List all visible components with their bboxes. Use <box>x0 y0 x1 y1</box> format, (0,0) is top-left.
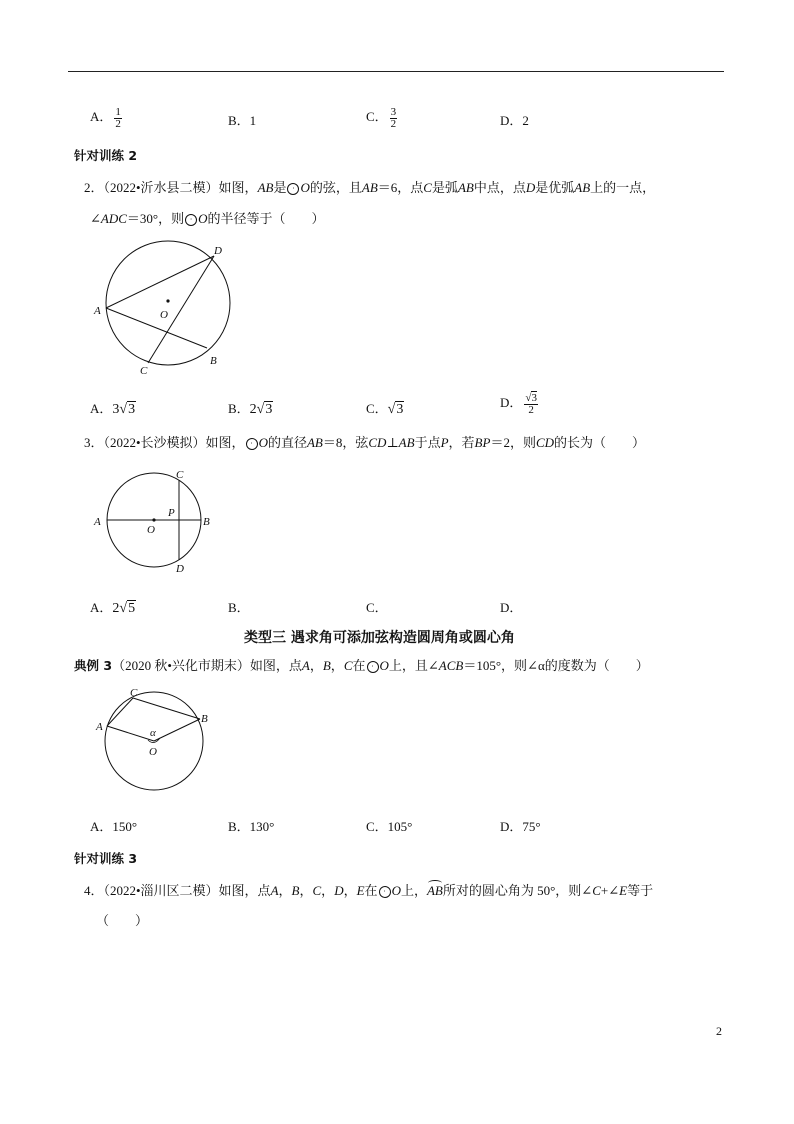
label-c: C <box>176 469 184 481</box>
label-d: D <box>176 563 184 575</box>
ex3-option-d[interactable]: D．75° <box>500 819 541 834</box>
q4-stem-line1: 4．（2022•淄川区二模）如图，点A，B，C，D，E在· O上，AB所对的圆心角为 50°，则∠C+∠E等于 <box>84 880 653 899</box>
label-b: B <box>201 713 208 725</box>
q1-option-a[interactable]: A． $\frac{1}{2}$ <box>90 105 121 130</box>
label-a: A <box>94 516 101 528</box>
center-point <box>166 299 169 302</box>
radius-ob <box>154 719 200 741</box>
q2-option-c[interactable]: C．√3 <box>366 401 404 417</box>
sqrt-expression: 3√3 <box>112 402 136 417</box>
label-c: C <box>140 365 148 377</box>
q2-option-a[interactable]: A．3√3 <box>90 401 136 417</box>
circle-symbol-icon <box>367 661 379 673</box>
fraction: $\frac{1}{2}$ <box>115 105 121 130</box>
ex3-circle-figure <box>88 686 218 796</box>
circle-symbol-icon <box>246 438 258 450</box>
circle-symbol-icon <box>185 214 197 226</box>
q1-option-b[interactable]: B．1 <box>228 113 257 128</box>
ex3-option-a[interactable]: A．150° <box>90 819 138 834</box>
label-o: O <box>160 309 168 321</box>
label-o: O <box>147 524 155 536</box>
sqrt-expression: 2√3 <box>249 402 273 417</box>
ex3-option-c[interactable]: C．105° <box>366 819 413 834</box>
q3-circle-figure <box>88 462 228 582</box>
q3-option-a[interactable]: A．2√5 <box>90 600 136 616</box>
label-d: D <box>214 245 222 257</box>
ex3-stem: 典例 3（2020 秋•兴化市期末）如图，点A，B，C在· O上，且∠ACB＝105°，则∠α的度数为（ ） <box>74 655 649 674</box>
q2-stem-line2: ∠ADC＝30°，则· O的半径等于（ ） <box>90 208 325 227</box>
q3-option-d[interactable]: D． <box>500 600 523 615</box>
q2-circle-figure <box>90 238 240 378</box>
q1-option-d[interactable]: D．2 <box>500 113 529 128</box>
label-a: A <box>96 721 103 733</box>
q3-option-c[interactable]: C． <box>366 600 388 615</box>
q2-option-d[interactable]: D． $\frac{√3}{2}$ <box>500 391 537 416</box>
circle-symbol-icon <box>379 886 391 898</box>
chord-ab <box>106 308 207 348</box>
chord-ac <box>107 698 133 726</box>
section-heading-train2: 针对训练 2 <box>74 148 138 163</box>
fraction: $\frac{√3}{2}$ <box>525 391 537 416</box>
label-b: B <box>203 516 210 528</box>
label-c: C <box>130 687 138 699</box>
q2-stem-line1: 2．（2022•沂水县二模）如图，AB是· O的弦，且AB＝6，点C是弧AB中点，点D是优弧AB上的一点， <box>84 177 655 196</box>
q3-option-b[interactable]: B． <box>228 600 250 615</box>
q2-option-b[interactable]: B．2√3 <box>228 401 273 417</box>
chord-cb <box>133 698 200 719</box>
q3-stem: 3．（2022•长沙模拟）如图，· O的直径AB＝8，弦CD⊥AB于点P，若BP＝2，则CD的长为（ ） <box>84 432 645 451</box>
q4-stem-line2: （ ） <box>96 913 149 928</box>
sqrt-expression: 2√5 <box>112 601 136 616</box>
label-p: P <box>168 507 175 519</box>
ex3-option-b[interactable]: B．130° <box>228 819 275 834</box>
circle-symbol-icon <box>287 183 299 195</box>
fraction: $\frac{3}{2}$ <box>390 105 397 130</box>
label-o: O <box>149 746 157 758</box>
label-alpha: α <box>150 727 156 739</box>
section-title-type3: 类型三 遇求角可添加弦构造圆周角或圆心角 <box>244 630 515 646</box>
sqrt-expression: √3 <box>387 402 404 417</box>
radius-oa <box>107 726 154 741</box>
arc-ab: AB <box>426 883 443 898</box>
center-point <box>152 518 155 521</box>
label-b: B <box>210 355 217 367</box>
q1-option-c[interactable]: C． $\frac{3}{2}$ <box>366 105 397 130</box>
page-number: 2 <box>716 1024 722 1038</box>
label-a: A <box>94 305 101 317</box>
header-rule <box>68 71 724 72</box>
section-heading-train3: 针对训练 3 <box>74 851 138 866</box>
